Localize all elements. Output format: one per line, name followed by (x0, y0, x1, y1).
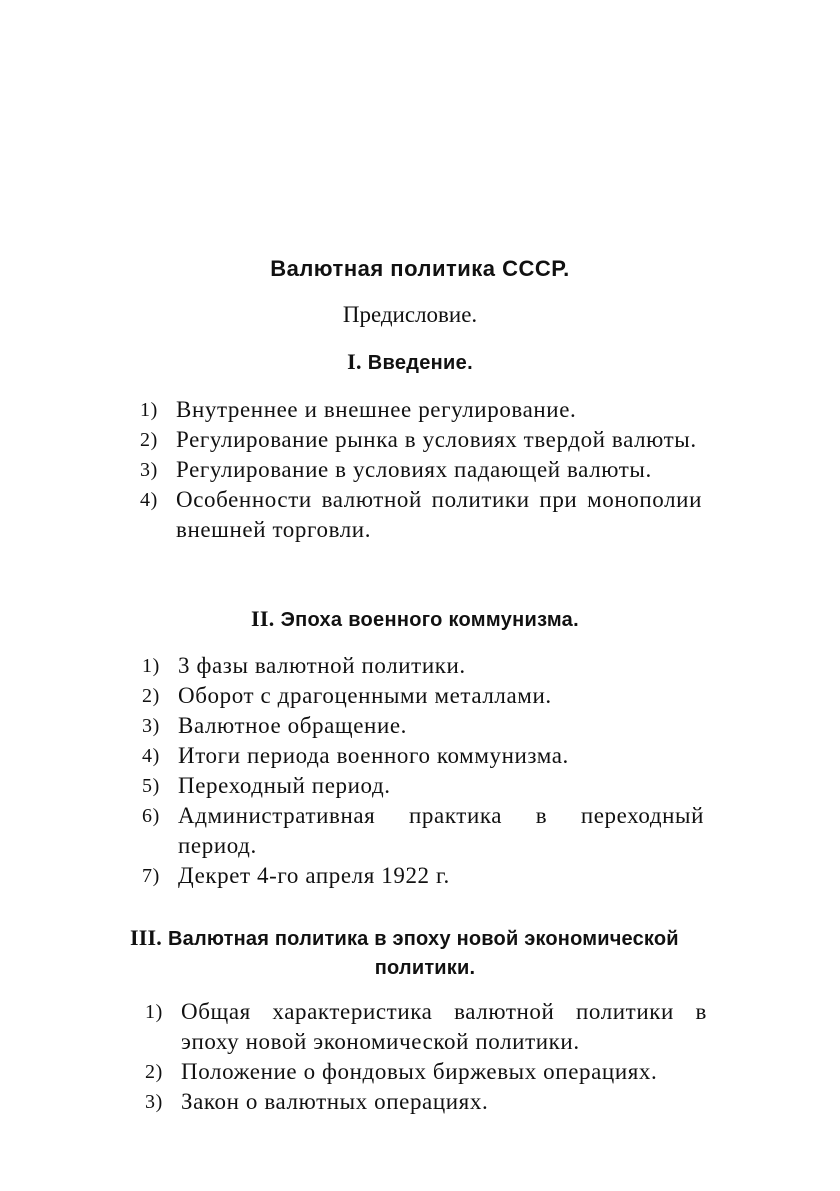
list-item (145, 1087, 707, 1117)
item-number: 3) (142, 715, 160, 737)
section-2-heading (0, 606, 830, 632)
item-text: Внутреннее и внешнее регулирование. (176, 397, 577, 422)
item-text: Декрет 4-го апреля 1922 г. (178, 863, 450, 888)
item-number: 4) (140, 489, 158, 511)
section-3-title-line2: политики. (374, 957, 476, 979)
item-number: 5) (142, 775, 160, 797)
section-2-list (142, 651, 704, 891)
section-3-numeral: III. (130, 925, 162, 950)
item-text: Переходный период. (178, 773, 391, 798)
list-item (140, 455, 702, 485)
section-1-list (140, 395, 702, 545)
item-text: Оборот с драгоценными металлами. (178, 683, 552, 708)
list-item (145, 1057, 707, 1087)
list-item (142, 741, 704, 771)
item-number: 7) (142, 865, 160, 887)
section-1-heading (0, 349, 820, 375)
section-3-list (145, 997, 707, 1117)
list-item (142, 651, 704, 681)
section-3-title-line1: Валютная политика в эпоху новой экономической (168, 928, 679, 950)
item-number: 1) (142, 655, 160, 677)
item-text: Итоги периода военного коммунизма. (178, 743, 569, 768)
section-3-heading-line1 (130, 923, 720, 954)
item-number: 6) (142, 805, 160, 827)
preface-heading: Предисловие. (342, 302, 478, 327)
item-number: 3) (140, 459, 158, 481)
item-number: 2) (145, 1061, 163, 1083)
item-number: 1) (145, 1001, 163, 1023)
list-item (140, 425, 702, 455)
section-2-title: Эпоха военного коммунизма. (280, 609, 579, 631)
section-1-title: Введение. (367, 352, 473, 374)
item-text: 3 фазы валютной политики. (178, 653, 466, 678)
item-text: Регулирование в условиях падающей валюты. (176, 457, 652, 482)
item-text: Валютное обращение. (178, 713, 408, 738)
item-text: Общая характеристика валютной политики в эпоху новой экономической политики. (181, 999, 707, 1054)
item-number: 2) (142, 685, 160, 707)
item-number: 2) (140, 429, 158, 451)
list-item (142, 711, 704, 741)
section-2-numeral: II. (251, 606, 275, 631)
list-item (142, 681, 704, 711)
list-item (140, 395, 702, 425)
item-number: 4) (142, 745, 160, 767)
section-1-numeral: I. (347, 349, 362, 374)
item-text: Административная практика в переходный период. (178, 803, 704, 858)
item-text: Положение о фондовых биржевых операциях. (181, 1059, 658, 1084)
item-number: 3) (145, 1091, 163, 1113)
list-item (140, 485, 702, 545)
document-title: Валютная политика СССР. (270, 256, 570, 281)
item-text: Особенности валютной политики при монополии внешней торговли. (176, 487, 702, 542)
item-text: Закон о валютных операциях. (181, 1089, 489, 1114)
list-item (142, 861, 704, 891)
section-3-heading (130, 923, 720, 983)
list-item (145, 997, 707, 1057)
list-item (142, 771, 704, 801)
list-item (142, 801, 704, 861)
item-number: 1) (140, 399, 158, 421)
item-text: Регулирование рынка в условиях твердой валюты. (176, 427, 697, 452)
